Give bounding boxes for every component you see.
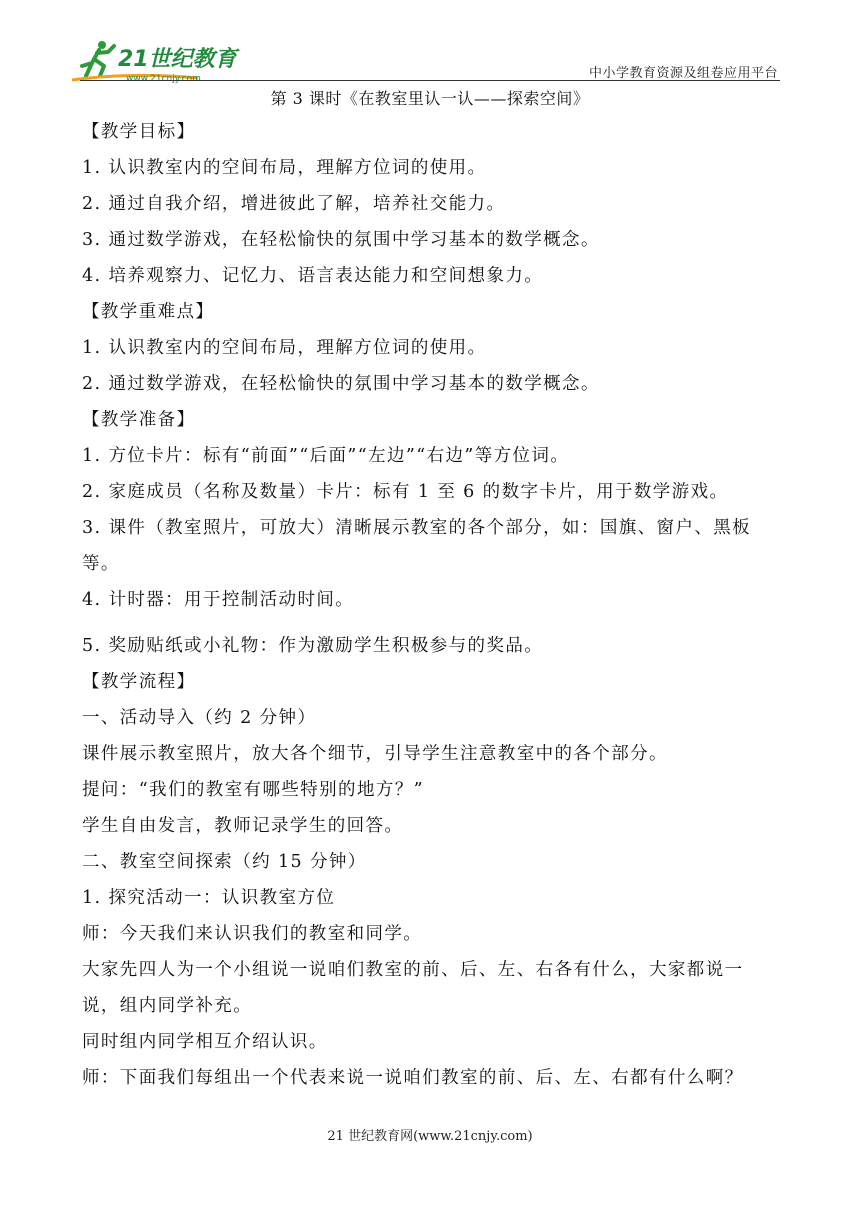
- paragraph: 师：下面我们每组出一个代表来说一说咱们教室的前、后、左、右都有什么啊？: [82, 1068, 744, 1088]
- document-title: 第 3 课时《在教室里认一认——探索空间》: [270, 89, 590, 108]
- paragraph: 4. 计时器：用于控制活动时间。: [82, 590, 355, 610]
- header-divider: [80, 80, 780, 81]
- paragraph: 1. 认识教室内的空间布局，理解方位词的使用。: [82, 338, 487, 358]
- logo-text: 21世纪教育: [118, 47, 237, 72]
- paragraph: 2. 家庭成员（名称及数量）卡片：标有 1 至 6 的数字卡片，用于数学游戏。: [82, 482, 729, 502]
- subsection-heading: 二、教室空间探索（约 15 分钟）: [82, 852, 367, 872]
- paragraph: 4. 培养观察力、记忆力、语言表达能力和空间想象力。: [82, 266, 544, 286]
- paragraph: 2. 通过自我介绍，增进彼此了解，培养社交能力。: [82, 194, 506, 214]
- paragraph: 课件展示教室照片，放大各个细节，引导学生注意教室中的各个部分。: [82, 744, 668, 764]
- subsection-heading: 一、活动导入（约 2 分钟）: [82, 708, 317, 728]
- section-heading: 【教学目标】: [82, 122, 196, 142]
- paragraph: 1. 探究活动一：认识教室方位: [82, 888, 336, 908]
- site-logo: [68, 36, 268, 86]
- platform-name: 中小学教育资源及组卷应用平台: [588, 66, 778, 81]
- paragraph: 5. 奖励贴纸或小礼物：作为激励学生积极参与的奖品。: [82, 636, 544, 656]
- paragraph: 师：今天我们来认识我们的教室和同学。: [82, 924, 423, 944]
- section-heading: 【教学重难点】: [82, 302, 215, 322]
- section-heading: 【教学准备】: [82, 410, 196, 430]
- document-body: [82, 120, 780, 1090]
- paragraph: 1. 方位卡片：标有“前面”“后面”“左边”“右边”等方位词。: [82, 446, 570, 466]
- paragraph: 大家先四人为一个小组说一说咱们教室的前、后、左、右各有什么，大家都说一说，组内同学补充。: [82, 960, 744, 1016]
- section-heading: 【教学流程】: [82, 672, 196, 692]
- paragraph: 提问：“我们的教室有哪些特别的地方？”: [82, 780, 424, 800]
- paragraph: 2. 通过数学游戏，在轻松愉快的氛围中学习基本的数学概念。: [82, 374, 600, 394]
- logo-sub: www.21cnjy.com: [126, 74, 201, 84]
- paragraph: 同时组内同学相互介绍认识。: [82, 1032, 328, 1052]
- footer-text: 21 世纪教育网(www.21cnjy.com): [327, 1129, 533, 1144]
- paragraph: 3. 课件（教室照片，可放大）清晰展示教室的各个部分，如：国旗、窗户、黑板等。: [82, 518, 752, 574]
- paragraph: 1. 认识教室内的空间布局，理解方位词的使用。: [82, 158, 487, 178]
- paragraph: 学生自由发言，教师记录学生的回答。: [82, 816, 404, 836]
- paragraph: 3. 通过数学游戏，在轻松愉快的氛围中学习基本的数学概念。: [82, 230, 600, 250]
